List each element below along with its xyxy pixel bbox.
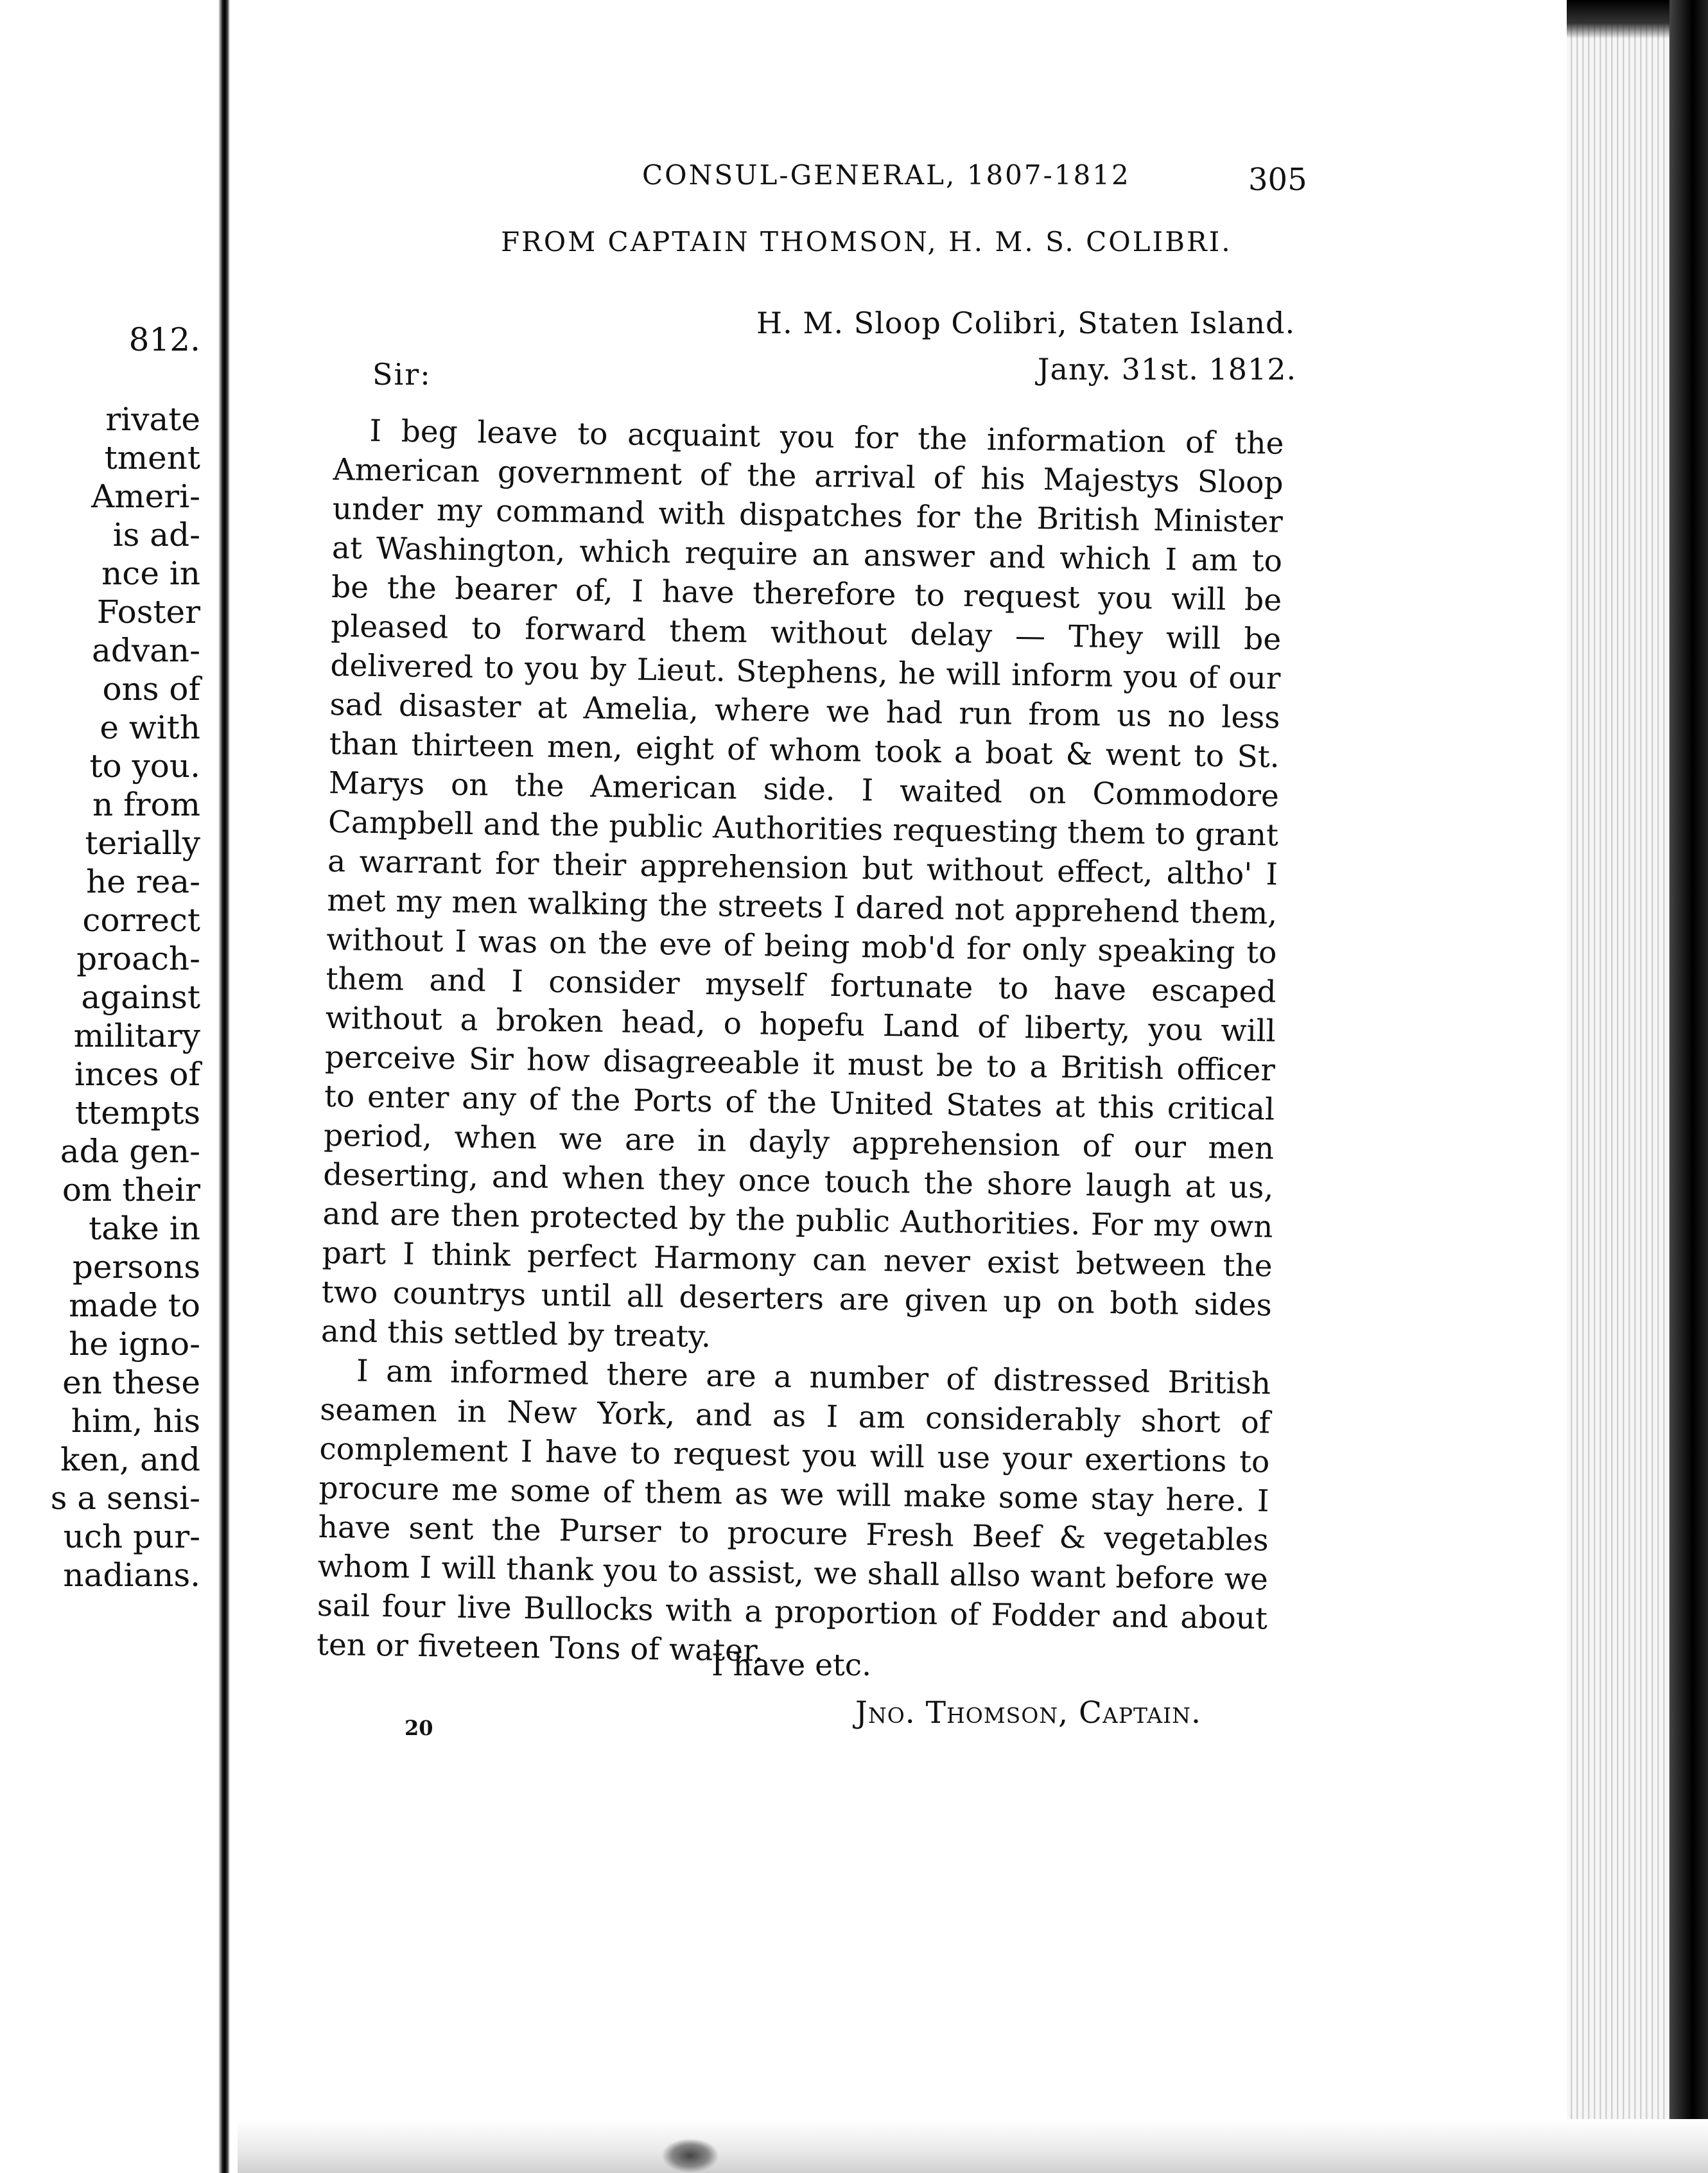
facing-page-line: nadians. [63,1557,200,1594]
facing-page-line: e with [100,709,200,746]
letter-heading: FROM CAPTAIN THOMSON, H. M. S. COLIBRI. [501,226,1232,257]
facing-page-line: terially [85,825,200,862]
facing-page-line: made to [69,1287,200,1324]
page-edges [1567,0,1708,2173]
letter-paragraph: I beg leave to acquaint you for the information of the American government of the arrival of his Majestys Sloop under my command with dispatches for the British Minister at Washington, which require an answer and which I am to be the bearer of, I have therefore to request you will be pleased to forward them without delay — They will be delivered to you by Lieut. Stephens, he will inform you of our sad disaster at Amelia, where we had run from us no less than thirteen men, eight of whom took a boat & went to St. Marys on the American side. I waited on Commodore Campbell and the public Authorities requesting them to grant a warrant for their apprehension but without effect, altho' I met my men walking the streets I dared not apprehend them, without I was on the eve of being mob'd for only speaking to them and I consider myself fortunate to have escaped without a broken head, o hopefu Land of liberty, you will perceive Sir how disagreeable it must be to a British officer to enter any of the Ports of the United States at this critical period, when we are in dayly apprehension of our men deserting, and when they once touch the shore laugh at us, and are then protected by the public Authorities. For my own part I think perfect Harmony can never exist between the two countrys until all deserters are given up on both sides and this settled by treaty. [320,413,1284,1355]
running-header: CONSUL-GENERAL, 1807-1812 [642,159,1131,191]
facing-page-line: 812. [128,321,200,358]
letter-body [317,411,1284,1677]
facing-page-line: Foster [96,593,200,631]
letter-salutation: Sir: [372,357,431,392]
facing-page-line: proach- [76,940,200,977]
facing-page-line: ttempts [75,1094,200,1131]
letter-paragraph: I am informed there are a number of distressed British seamen in New York, and as I am considerably short of complement I have to request you will use your exertions to procure me some of them as we will make some stay here. I have sent the Purser to procure Fresh Beef & vegetables whom I will thank you to assist, we shall allso want before we sail four live Bullocks with a proportion of Fodder and about ten or fiveteen Tons of water. [316,1353,1271,1669]
facing-page-line: correct [82,902,200,939]
facing-page-line: is ad- [112,516,200,554]
facing-page-line: against [81,979,200,1016]
facing-page [0,0,212,2173]
facing-page-line: Ameri- [91,478,200,515]
facing-page-line: advan- [92,632,200,669]
facing-page-line: tment [104,439,200,476]
facing-page-line: ons of [102,670,200,708]
facing-page-line: military [73,1017,200,1054]
facing-page-line: he igno- [69,1325,200,1363]
facing-page-line: uch pur- [63,1518,200,1555]
scan-artifact-mark [661,2138,719,2173]
facing-page-line: rivate [105,401,200,438]
facing-page-line: ada gen- [60,1133,200,1170]
facing-page-line: en these [62,1364,200,1401]
facing-page-line: take in [89,1210,200,1247]
book-edge-shadow [1669,0,1708,2173]
facing-page-line: inces of [74,1056,200,1093]
facing-page-line: persons [72,1248,200,1286]
facing-page-line: to you. [89,747,200,785]
facing-page-line: s a sensi- [50,1479,200,1517]
letter-date: Jany. 31st. 1812. [1038,352,1297,387]
letter-closing: I have etc. [711,1648,872,1683]
signature-mark: 20 [405,1716,433,1740]
facing-page-line: he rea- [86,863,200,900]
facing-page-line: om their [62,1171,200,1209]
facing-page-line: him, his [71,1402,200,1440]
page-number: 305 [1248,162,1307,198]
facing-page-line: ken, and [60,1441,200,1478]
letter-signature: Jno. Thomson, Captain. [855,1695,1201,1731]
page-bottom-shadow [238,2119,1708,2173]
facing-page-line: n from [92,786,200,823]
facing-page-line: nce in [101,555,200,592]
letter-location: H. M. Sloop Colibri, Staten Island. [756,306,1296,340]
book-gutter [218,0,230,2173]
